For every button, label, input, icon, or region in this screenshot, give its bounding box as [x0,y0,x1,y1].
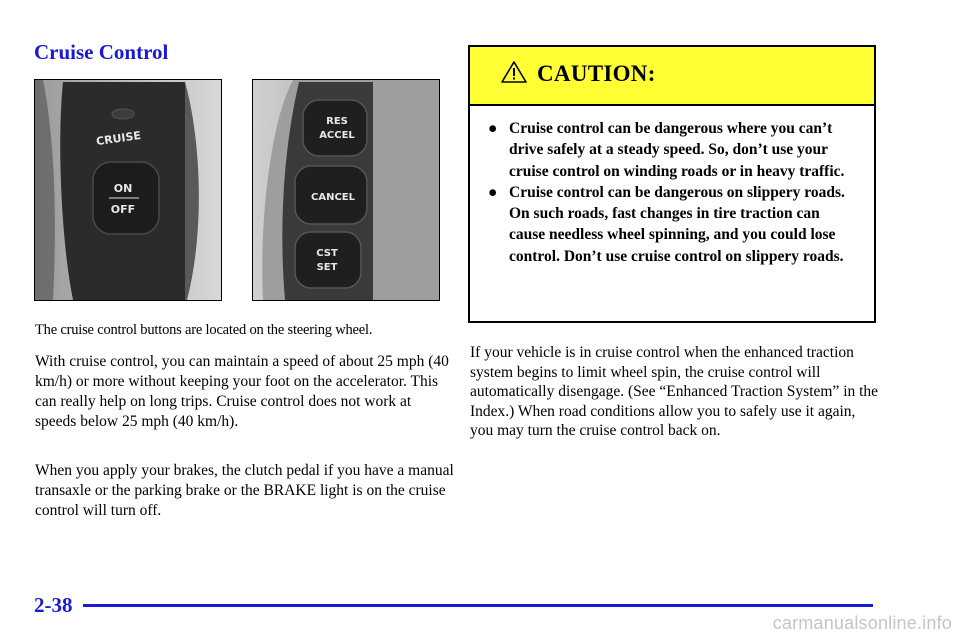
body-paragraph-brakes: When you apply your brakes, the clutch pedal if you have a manual transaxle or the parking brake or the BRAKE light is on the cruise control will turn off. [35,462,454,519]
set-label: SET [316,262,338,273]
caution-list [488,118,858,267]
footer-rule [83,604,873,607]
bullet-dot-icon: ● [488,183,498,201]
cancel-label: CANCEL [311,192,355,203]
warning-triangle-icon [501,61,527,88]
body-paragraph-speed: With cruise control, you can maintain a speed of about 25 mph (40 km/h) or more without keeping your foot on the accelerator. This can really help on long trips. Cruise control does not work at speeds below 25 mph (40 km/h). [35,353,449,430]
cruise-label: CRUISE [95,128,142,149]
caution-item-text: Cruise control can be dangerous where you can’t drive safely at a steady speed. So, don’t use your cruise control on winding roads or in heavy traffic. [509,120,845,180]
watermark-text: carmanualsonline.info [772,613,952,633]
caution-header [470,47,874,106]
cruise-switch-photo [34,79,222,301]
cst-label: CST [316,248,338,259]
accel-label: ACCEL [319,130,355,141]
caution-item [488,118,858,182]
bullet-dot-icon: ● [488,120,498,137]
photo-caption: The cruise control buttons are located on the steering wheel. [35,322,373,338]
on-label: ON [113,182,133,195]
caution-title: CAUTION: [537,61,656,86]
section-title: Cruise Control [34,40,169,64]
caution-item-text: Cruise control can be dangerous on slippery roads. On such roads, fast changes in tire traction can cause needless wheel spinning, and you could lose control. Don’t use cruise control on slippery roads. [509,183,845,265]
enhanced-traction-paragraph: If your vehicle is in cruise control when the enhanced traction system begins to limit wheel spin, the cruise control will automatically disengage. (See “Enhanced Traction System” in the Index.) When road conditions allow you to safely use it again, you may turn the cruise control back on. [470,344,879,439]
res-label: RES [326,116,348,127]
page-number: 2-38 [34,593,73,617]
off-label: OFF [110,203,136,216]
cruise-buttons-photo [252,79,440,301]
caution-item [488,182,858,267]
caution-box [468,45,876,323]
